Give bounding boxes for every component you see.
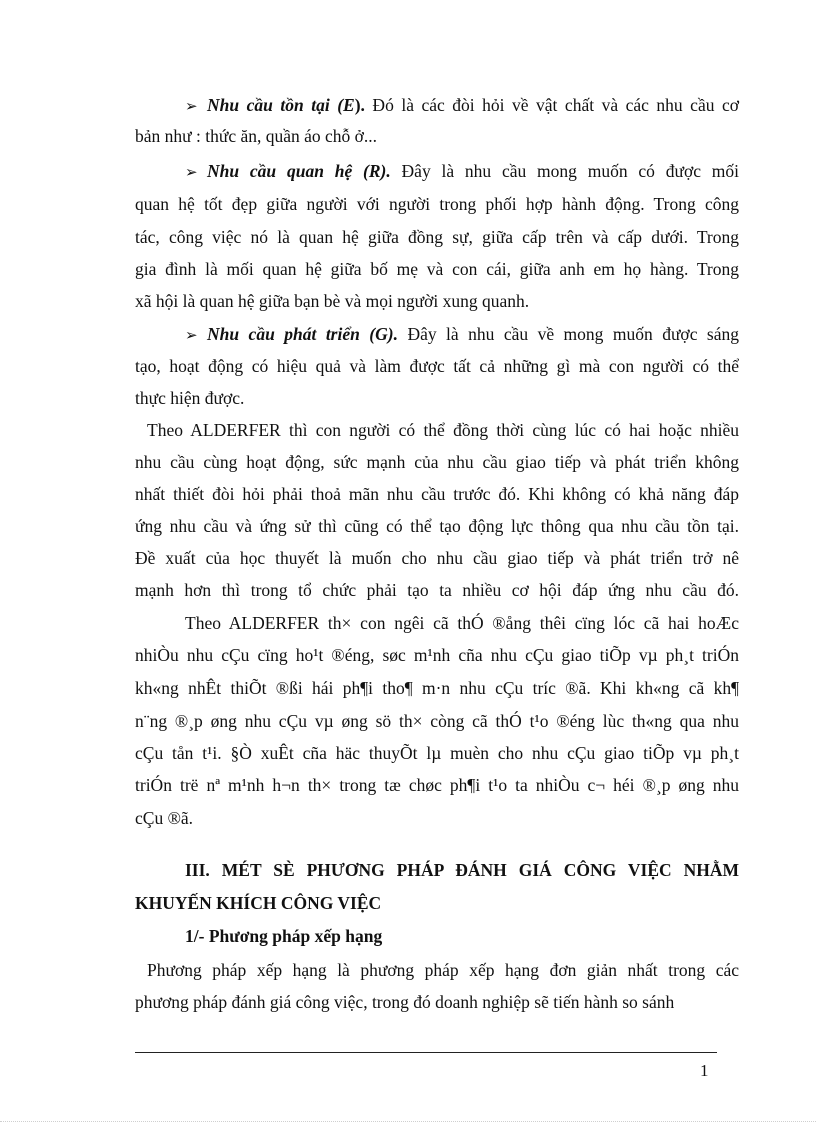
arrow-bullet-icon: ➢ xyxy=(185,326,198,344)
section-heading-line-2: KHUYẾN KHÍCH CÔNG VIỆC xyxy=(135,893,382,913)
section-subheading: 1/- Phương pháp xếp hạng xyxy=(185,926,383,946)
paragraph-g-line: thực hiện được. xyxy=(135,388,245,408)
alderfer-line: nhu cầu cùng hoạt động, sức mạnh của nhu cầu giao tiếp và phát triển không xyxy=(135,452,739,472)
paragraph-g-line-1: ➢ Nhu cầu phát triển (G). Đây là nhu cầu về mong muốn được sáng xyxy=(185,324,739,344)
section-body-line: Phương pháp xếp hạng là phương pháp xếp hạng đơn giản nhất trong các xyxy=(147,960,739,980)
garbled-line: Theo ALDERFER th× con ngêi cã thÓ ®ång thêi cïng lóc cã hai hoÆc xyxy=(185,613,739,633)
garbled-line: kh«ng nhÊt thiÕt ®ßi hái ph¶i tho¶ m·n nhu cÇu tríc ®ã. Khi kh«ng cã kh¶ xyxy=(135,678,739,698)
section-body-line: phương pháp đánh giá công việc, trong đó doanh nghiệp sẽ tiến hành so sánh xyxy=(135,992,675,1012)
paragraph-r-line-1: ➢ Nhu cầu quan hệ (R). Đây là nhu cầu mong muốn có được mối xyxy=(185,161,739,181)
page-boundary xyxy=(0,1121,816,1122)
paragraph-r-title: Nhu cầu quan hệ (R). xyxy=(207,161,391,181)
paragraph-e-title: Nhu cầu tồn tại (E xyxy=(207,95,355,115)
arrow-bullet-icon: ➢ xyxy=(185,97,198,115)
garbled-line: nhiÒu nhu cÇu cïng ho¹t ®éng, søc m¹nh cña nhu cÇu giao tiÕp vµ ph¸t triÓn xyxy=(135,645,739,665)
paragraph-r-line: tác, công việc nó là quan hệ giữa đồng sự, giữa cấp trên và cấp dưới. Trong xyxy=(135,227,739,247)
paragraph-r-line: xã hội là quan hệ giữa bạn bè và mọi người xung quanh. xyxy=(135,291,530,311)
alderfer-line: Đề xuất của học thuyết là muốn cho nhu cầu giao tiếp và phát triển trở nê xyxy=(135,548,739,568)
alderfer-line: Theo ALDERFER thì con người có thể đồng thời cùng lúc có hai hoặc nhiều xyxy=(147,420,739,440)
arrow-bullet-icon: ➢ xyxy=(185,163,198,181)
garbled-line: cÇu tån t¹i. §Ò xuÊt cña häc thuyÕt lµ muèn cho nhu cÇu giao tiÕp vµ ph¸t xyxy=(135,743,739,763)
paragraph-r-line: gia đình là mối quan hệ giữa bố mẹ và con cái, giữa anh em họ hàng. Trong xyxy=(135,259,739,279)
paragraph-g-title: Nhu cầu phát triển (G). xyxy=(207,324,398,344)
paragraph-e-line-2: bản như : thức ăn, quần áo chỗ ở... xyxy=(135,126,378,146)
alderfer-line: ứng nhu cầu và ứng sử thì cũng có thể tạo động lực thông qua nhu cầu tồn tại. xyxy=(135,516,739,536)
garbled-line: triÓn trë nª m¹nh h¬n th× trong tæ chøc ph¶i t¹o ta nhiÒu c¬ héi ®¸p øng nhu xyxy=(135,775,739,795)
footer-divider xyxy=(135,1052,717,1053)
paragraph-r-line: quan hệ tốt đẹp giữa người với người trong phối hợp hành động. Trong công xyxy=(135,194,739,214)
paragraph-g-line: tạo, hoạt động có hiệu quả và làm được tất cả những gì mà con người có thể xyxy=(135,356,739,376)
garbled-line: n¨ng ®¸p øng nhu cÇu vµ øng sö th× còng cã thÓ t¹o ®éng lùc th«ng qua nhu xyxy=(135,711,739,731)
alderfer-line: mạnh hơn thì trong tổ chức phải tạo ta nhiều cơ hội đáp ứng nhu cầu đó. xyxy=(135,580,739,600)
garbled-line: cÇu ®ã. xyxy=(135,808,194,828)
paragraph-e-line-1: ➢ Nhu cầu tồn tại (E). Đó là các đòi hỏi về vật chất và các nhu cầu cơ xyxy=(185,95,739,115)
alderfer-line: nhất thiết đòi hỏi phải thoả mãn nhu cầu trước đó. Khi không có khả năng đáp xyxy=(135,484,739,504)
page-number: 1 xyxy=(700,1061,709,1080)
section-heading-line-1: III. MÉT SÈ PHƯƠNG PHÁP ĐÁNH GIÁ CÔNG VIỆC NHẰM xyxy=(185,860,739,880)
